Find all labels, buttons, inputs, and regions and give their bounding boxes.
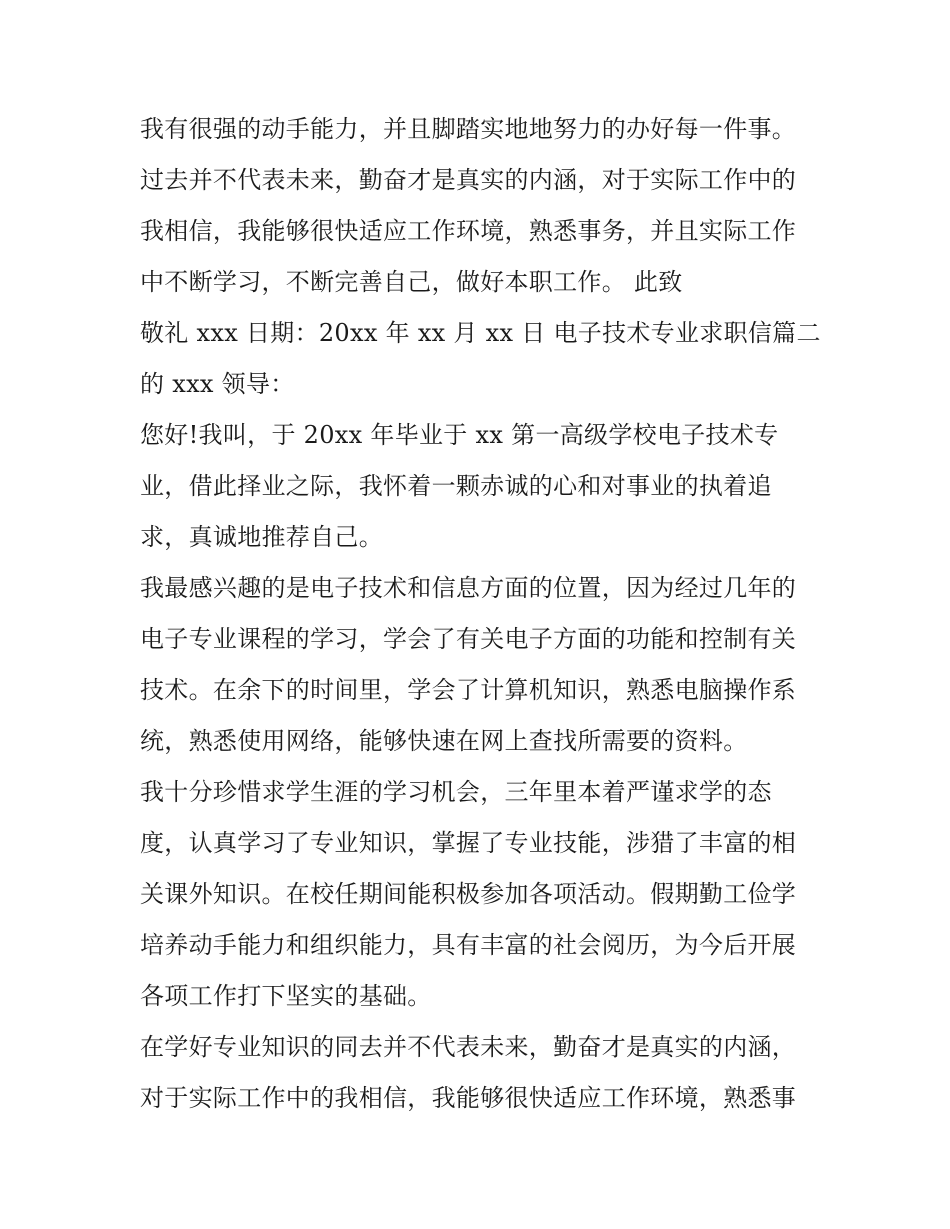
text-line: 过去并不代表未来，勤奋才是真实的内涵，对于实际工作中的 [140,166,797,194]
text-line: 对于实际工作中的我相信，我能够很快适应工作环境，熟悉事 [140,1084,797,1112]
text-line: 统，熟悉使用网络，能够快速在网上查找所需要的资料。 [140,727,748,755]
text-line: 敬礼 xxx 日期：20xx 年 xx 月 xx 日 电子技术专业求职信篇二 [140,319,821,347]
text-line: 度，认真学习了专业知识，掌握了专业技能，涉猎了丰富的相 [140,829,797,857]
text-line: 的 xxx 领导： [140,370,295,398]
text-line: 您好!我叫，于 20xx 年毕业于 xx 第一高级学校电子技术专 [140,421,779,449]
text-line: 技术。在余下的时间里，学会了计算机知识，熟悉电脑操作系 [140,676,797,704]
text-line: 业，借此择业之际，我怀着一颗赤诚的心和对事业的执着追 [140,472,772,500]
text-line: 关课外知识。在校任期间能积极参加各项活动。假期勤工俭学 [140,880,797,908]
text-line: 求，真诚地推荐自己。 [140,523,383,551]
text-line: 我相信，我能够很快适应工作环境，熟悉事务，并且实际工作 [140,217,797,245]
text-line: 培养动手能力和组织能力，具有丰富的社会阅历，为今后开展 [140,931,797,959]
text-line: 我最感兴趣的是电子技术和信息方面的位置，因为经过几年的 [140,574,797,602]
text-line: 在学好专业知识的同去并不代表未来，勤奋才是真实的内涵， [140,1033,797,1061]
text-line: 我有很强的动手能力，并且脚踏实地地努力的办好每一件事。 [140,115,797,143]
text-line: 中不断学习，不断完善自己，做好本职工作。 此致 [140,268,683,296]
text-line: 电子专业课程的学习，学会了有关电子方面的功能和控制有关 [140,625,797,653]
letter-body [140,104,820,1124]
text-line: 各项工作打下坚实的基础。 [140,982,432,1010]
text-line: 我十分珍惜求学生涯的学习机会，三年里本着严谨求学的态 [140,778,772,806]
